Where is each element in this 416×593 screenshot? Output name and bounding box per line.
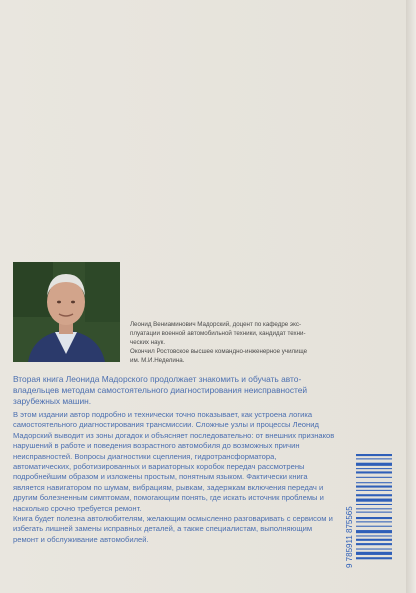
barcode-bar — [356, 557, 392, 559]
barcode-bar — [356, 526, 392, 527]
barcode-bar — [356, 512, 392, 513]
intro-paragraph — [13, 374, 335, 407]
barcode-bar — [356, 535, 392, 536]
barcode-bar — [356, 477, 392, 478]
barcode-bar — [356, 463, 392, 466]
caption-line: плуатации военной автомобильной техники, кандидат техни- — [130, 330, 306, 337]
barcode-bar — [356, 530, 392, 533]
barcode-bar — [356, 490, 392, 491]
caption-line: Леонид Вениаминович Мадорский, доцент по кафедре экс- — [130, 321, 302, 328]
barcode-bar — [356, 458, 392, 459]
author-portrait-illustration — [13, 262, 120, 362]
barcode-bar — [356, 549, 392, 550]
caption-line: Окончил Ростовское высшее командно-инженерное училище — [130, 348, 308, 355]
barcode-bar — [356, 494, 392, 496]
barcode-bar — [356, 521, 392, 522]
caption-line: ческих наук. — [130, 339, 166, 346]
author-caption — [130, 320, 330, 365]
intro-text: Вторая книга Леонида Мадорского продолжает знакомить и обучать авто-владельцев методам самостоятельного диагностирования неисправностей зарубежных машин. — [13, 374, 308, 406]
barcode-bar — [356, 486, 392, 488]
book-edge — [406, 0, 416, 593]
barcode-bar — [356, 499, 392, 502]
description-text — [13, 410, 335, 545]
barcode-bar — [356, 543, 392, 545]
barcode-bar — [356, 552, 392, 555]
caption-line: им. М.И.Неделина. — [130, 357, 185, 364]
barcode-bar — [356, 468, 392, 469]
barcode-bar — [356, 517, 392, 519]
barcode-bars — [356, 454, 392, 559]
barcode-bar — [356, 482, 392, 483]
barcode-bar — [356, 508, 392, 509]
barcode-bar — [356, 539, 392, 541]
isbn-barcode — [344, 452, 394, 570]
body-paragraph: Книга будет полезна автолюбителям, желающим осмысленно разговаривать с сервисом и избегать лишней замены исправных деталей, а также специалистам, выполняющим ремонт и обслуживание автомобилей. — [13, 514, 333, 544]
barcode-digits: 9 785911 875565 — [345, 506, 354, 568]
barcode-bar — [356, 471, 392, 473]
barcode-graphic — [344, 452, 394, 570]
barcode-bar — [356, 454, 392, 456]
barcode-bar — [356, 504, 392, 505]
author-photo — [13, 262, 120, 362]
body-paragraph: В этом издании автор подробно и технически точно показывает, как устроена логика самостоятельного диагностирования трансмиссии. Сложные узлы и процессы Леонид Мадорский выводит из зоны догадок и объясняет последовательно: от внешних признаков нарушений в работе и поведения возрастного автомобиля до возможных причин неисправностей. Вопросы диагностики сцепления, гидротрансформатора, автоматических, роботизированных и вариаторных коробок передач рассмотрены подробнейшим образом и изложены простым, понятным языком. Фактически книга является навигатором по шумам, вибрациям, рывкам, задержкам включения передач и другим болезненным симптомам, помогающим понять, где искать источник проблемы и насколько срочно требуется ремонт. — [13, 410, 335, 513]
